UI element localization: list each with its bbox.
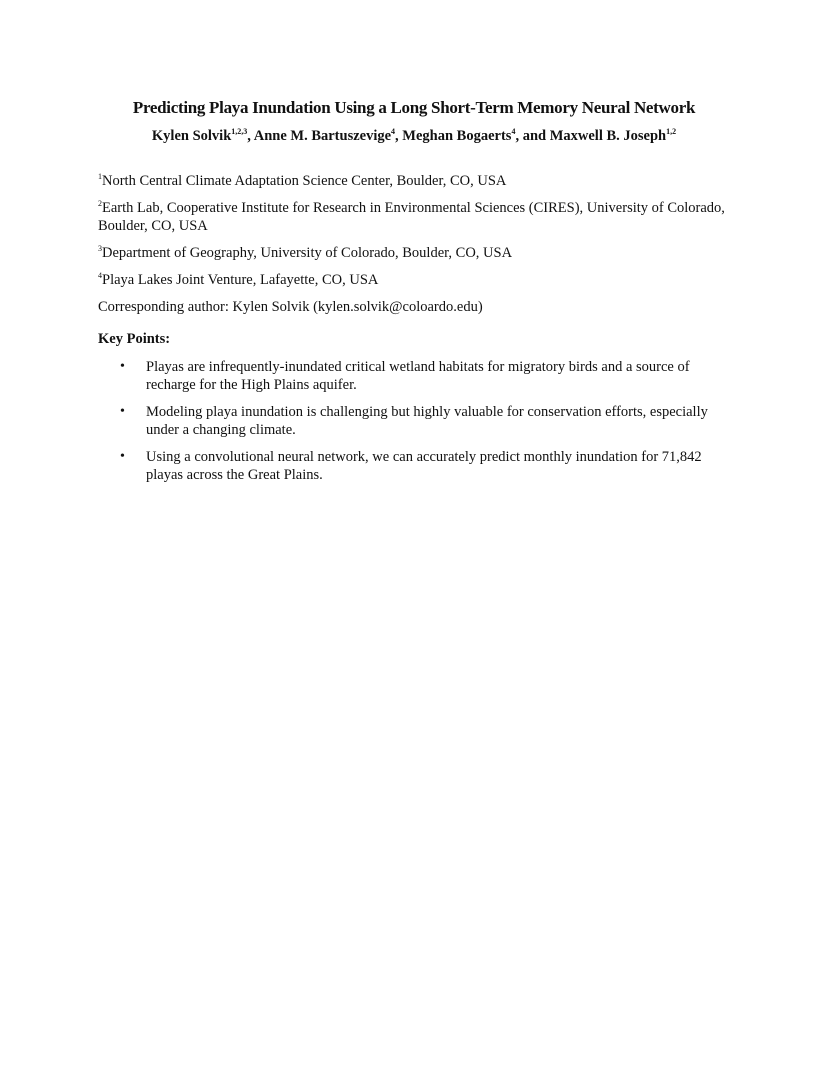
affiliation-marker: 4 [98,271,102,280]
bullet-icon: • [120,404,125,419]
key-point [98,448,738,484]
affiliation [98,244,738,262]
key-point [98,403,738,439]
author-name: Meghan Bogaerts [402,128,512,144]
key-points-heading: Key Points: [98,331,171,347]
key-point-text: Using a convolutional neural network, we can accurately predict monthly inundation for 71,842 playas across the Great Plains. [146,449,702,483]
key-point [98,358,738,394]
author-separator: , and [515,128,550,144]
key-point-text: Playas are infrequently-inundated critical wetland habitats for migratory birds and a source of recharge for the High Plains aquifer. [146,359,690,393]
author-affiliation-marker: 1,2,3 [231,127,248,136]
corresponding-author: Corresponding author: Kylen Solvik (kylen.solvik@coloardo.edu) [98,299,483,315]
affiliation [98,199,738,235]
affiliation-text: Earth Lab, Cooperative Institute for Research in Environmental Sciences (CIRES), University of Colorado, Boulder, CO, USA [98,200,725,234]
author-separator: , [247,128,254,144]
author-name: Kylen Solvik [151,128,232,144]
affiliation-text: Department of Geography, University of Colorado, Boulder, CO, USA [102,245,513,261]
bullet-icon: • [120,359,125,374]
key-point-text: Modeling playa inundation is challenging but highly valuable for conservation efforts, especially under a changing climate. [146,404,708,438]
author-name: Anne M. Bartuszevige [253,128,392,144]
affiliation-marker: 3 [98,244,102,253]
author-affiliation-marker: 4 [511,127,516,136]
author-affiliation-marker: 1,2 [666,127,677,136]
author-separator: , [395,128,403,144]
key-points-list [98,358,738,493]
author-name: Maxwell B. Joseph [549,128,667,144]
author-affiliation-marker: 4 [391,127,396,136]
author-list [0,128,828,145]
affiliation [98,271,738,289]
bullet-icon: • [120,449,125,464]
paper-title: Predicting Playa Inundation Using a Long Short-Term Memory Neural Network [132,98,696,117]
affiliation [98,172,738,190]
affiliation-marker: 1 [98,172,102,181]
affiliation-text: Playa Lakes Joint Venture, Lafayette, CO, USA [102,272,379,288]
affiliation-marker: 2 [98,199,102,208]
affiliation-text: North Central Climate Adaptation Science Center, Boulder, CO, USA [102,173,507,189]
